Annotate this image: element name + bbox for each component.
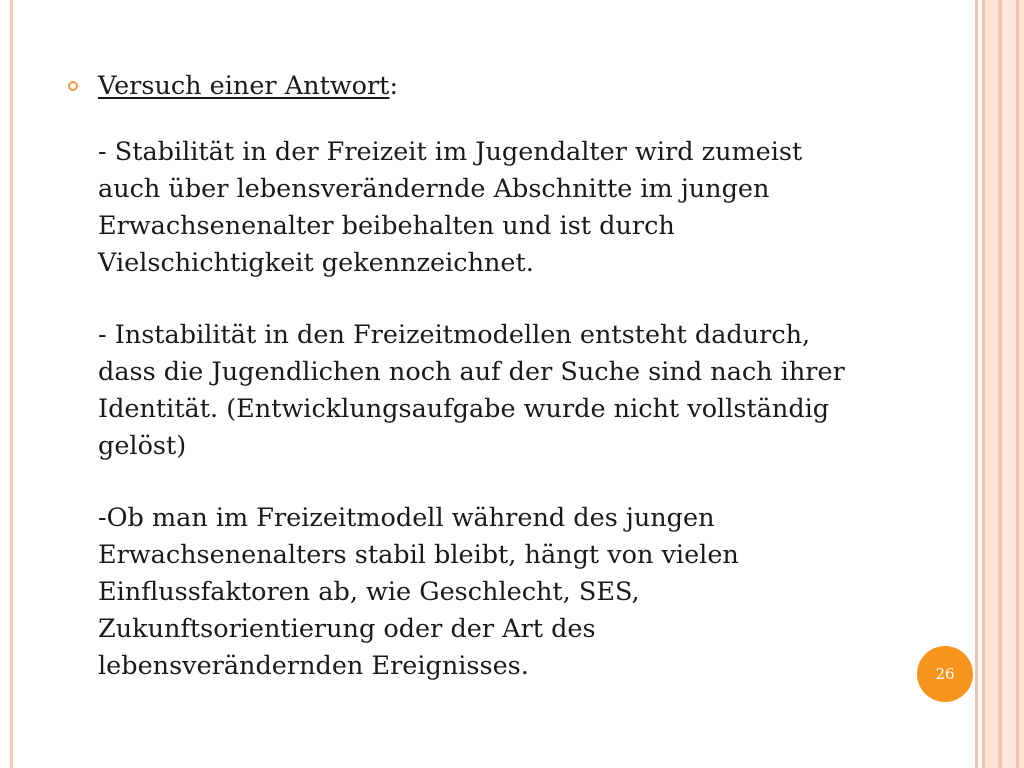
stripe xyxy=(985,0,998,768)
ring-bullet-icon xyxy=(68,81,78,91)
slide-heading: Versuch einer Antwort xyxy=(98,71,390,101)
heading-colon: : xyxy=(389,71,399,101)
slide-content xyxy=(68,68,888,685)
heading-row xyxy=(68,68,888,104)
left-border-line xyxy=(10,0,13,768)
page-number-badge: 26 xyxy=(917,646,973,702)
right-decorative-stripes xyxy=(975,0,1024,768)
stripe xyxy=(1002,0,1016,768)
paragraph-influencing-factors: -Ob man im Freizeitmodell während des jungen Erwachsenenalters stabil bleibt, hängt von vielen Einflussfaktoren ab, wie Geschlecht, SES, Zukunftsorientierung oder der Art des lebensverändernden Ereignisses. xyxy=(98,503,739,681)
paragraph-stability: - Stabilität in der Freizeit im Jugendalter wird zumeist auch über lebensverändernde Abschnitte im jungen Erwachsenenalter beibehalten und ist durch Vielschichtigkeit gekennzeichnet. xyxy=(98,137,803,278)
stripe xyxy=(1019,0,1024,768)
paragraph-instability: - Instabilität in den Freizeitmodellen entsteht dadurch, dass die Jugendlichen noch auf der Suche sind nach ihrer Identität. (Entwicklungsaufgabe wurde nicht vollständig gelöst) xyxy=(98,320,845,461)
stripe xyxy=(975,0,978,768)
